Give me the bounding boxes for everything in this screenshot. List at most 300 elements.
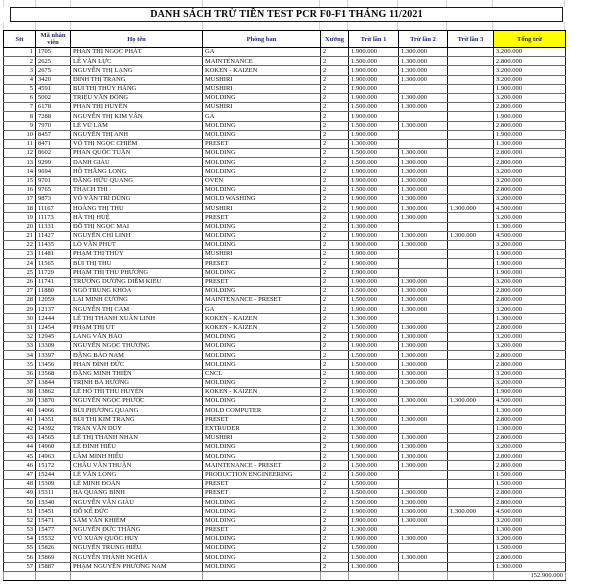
cell-total: 4.500.000 xyxy=(494,507,566,516)
cell-total: 1.500.000 xyxy=(494,470,566,479)
table-row xyxy=(4,204,566,213)
cell-department: MOLDING xyxy=(203,351,321,360)
gridline-segment xyxy=(36,0,71,7)
cell-workshop: 2 xyxy=(321,406,349,415)
cell-department: MOLDING xyxy=(203,507,321,516)
cell-employee-id: 11173 xyxy=(36,213,71,222)
cell-department: MOLDING xyxy=(203,121,321,130)
cell-name: LẠI MINH CƯỜNG xyxy=(71,296,203,305)
cell-name: LÊ MINH ĐOÀN xyxy=(71,479,203,488)
cell-deduction-3 xyxy=(448,562,494,571)
cell-employee-id: 12454 xyxy=(36,323,71,332)
cell-name: LÊ VĂN LỰC xyxy=(71,57,203,66)
cell-department: MUSHIRI xyxy=(203,250,321,259)
cell-workshop: 2 xyxy=(321,332,349,341)
table-row xyxy=(4,489,566,498)
cell-workshop: 2 xyxy=(321,75,349,84)
cell-deduction-3: 1.300.000 xyxy=(448,397,494,406)
cell-stt: 20 xyxy=(4,222,36,231)
empty-cell xyxy=(321,571,349,581)
cell-department: MOLD COMPUTER xyxy=(203,406,321,415)
cell-deduction-3 xyxy=(448,387,494,396)
cell-deduction-2: 1.300.000 xyxy=(399,93,448,102)
table-row xyxy=(4,48,566,57)
gridline-segment xyxy=(493,22,565,30)
cell-deduction-1: 1.900.000 xyxy=(349,397,399,406)
cell-stt: 39 xyxy=(4,397,36,406)
cell-deduction-1: 1.900.000 xyxy=(349,534,399,543)
cell-department: MAINTENANCE - PRESET xyxy=(203,461,321,470)
cell-department: MOLDING xyxy=(203,553,321,562)
cell-total: 3.200.000 xyxy=(494,369,566,378)
cell-name: NGUYỄN THỊ ANH xyxy=(71,130,203,139)
cell-total: 3.200.000 xyxy=(494,213,566,222)
gridline-segment xyxy=(4,22,36,30)
cell-deduction-3 xyxy=(448,213,494,222)
cell-employee-id: 11565 xyxy=(36,259,71,268)
cell-total: 1.300.000 xyxy=(494,562,566,571)
title-banner xyxy=(10,7,563,22)
cell-workshop: 2 xyxy=(321,498,349,507)
cell-department: PRESET xyxy=(203,489,321,498)
cell-stt: 17 xyxy=(4,195,36,204)
cell-deduction-2 xyxy=(399,268,448,277)
cell-department: MOLDING xyxy=(203,534,321,543)
cell-workshop: 2 xyxy=(321,185,349,194)
cell-deduction-2: 1.300.000 xyxy=(399,277,448,286)
cell-name: TRẦN VĂN DUY xyxy=(71,424,203,433)
cell-deduction-1: 1.300.000 xyxy=(349,562,399,571)
cell-workshop: 2 xyxy=(321,103,349,112)
table-row xyxy=(4,544,566,553)
empty-cell xyxy=(203,571,321,581)
cell-deduction-1: 1.900.000 xyxy=(349,387,399,396)
cell-department: CNCL xyxy=(203,369,321,378)
cell-deduction-3 xyxy=(448,314,494,323)
cell-department: KOKEN - KAIZEN xyxy=(203,323,321,332)
cell-deduction-2: 1.300.000 xyxy=(399,378,448,387)
table-row xyxy=(4,185,566,194)
cell-workshop: 2 xyxy=(321,369,349,378)
gridline-segment xyxy=(203,22,321,30)
cell-name: NGUYỄN THỊ KIM VÂN xyxy=(71,112,203,121)
cell-department: MOLDING xyxy=(203,498,321,507)
cell-total: 1.500.000 xyxy=(494,544,566,553)
cell-deduction-2: 1.300.000 xyxy=(399,452,448,461)
cell-deduction-3 xyxy=(448,378,494,387)
cell-total: 2.800.000 xyxy=(494,351,566,360)
cell-name: ĐẶNG HỮU QUANG xyxy=(71,176,203,185)
cell-department: PRESET xyxy=(203,479,321,488)
cell-stt: 42 xyxy=(4,424,36,433)
cell-name: ĐINH THỊ TRANG xyxy=(71,75,203,84)
cell-name: NGUYỄN THÀNH NGHĨA xyxy=(71,553,203,562)
mid-gridline-strip xyxy=(3,22,565,30)
table-row xyxy=(4,351,566,360)
cell-deduction-1: 1.500.000 xyxy=(349,461,399,470)
cell-deduction-1: 1.900.000 xyxy=(349,369,399,378)
cell-name: LÂM MINH HIẾU xyxy=(71,452,203,461)
cell-total: 4.500.000 xyxy=(494,397,566,406)
cell-name: HÀ QUANG BÌNH xyxy=(71,489,203,498)
cell-department: MOLDING xyxy=(203,167,321,176)
table-row xyxy=(4,498,566,507)
cell-workshop: 2 xyxy=(321,351,349,360)
cell-total: 1.900.000 xyxy=(494,268,566,277)
cell-name: TRƯƠNG DƯƠNG DIỄM KIỀU xyxy=(71,277,203,286)
cell-deduction-3 xyxy=(448,498,494,507)
cell-stt: 27 xyxy=(4,286,36,295)
cell-deduction-2 xyxy=(399,562,448,571)
cell-deduction-1: 1.500.000 xyxy=(349,323,399,332)
cell-workshop: 2 xyxy=(321,222,349,231)
cell-stt: 47 xyxy=(4,470,36,479)
cell-stt: 8 xyxy=(4,112,36,121)
cell-total: 2.800.000 xyxy=(494,121,566,130)
cell-deduction-1: 1.900.000 xyxy=(349,195,399,204)
table-row xyxy=(4,452,566,461)
cell-employee-id: 11741 xyxy=(36,277,71,286)
cell-deduction-2: 1.300.000 xyxy=(399,415,448,424)
cell-employee-id: 13309 xyxy=(36,342,71,351)
cell-deduction-2: 1.300.000 xyxy=(399,75,448,84)
gridline-segment xyxy=(398,22,447,30)
cell-deduction-2 xyxy=(399,222,448,231)
cell-deduction-2 xyxy=(399,84,448,93)
cell-workshop: 2 xyxy=(321,231,349,240)
cell-total: 4.500.000 xyxy=(494,204,566,213)
cell-deduction-3 xyxy=(448,185,494,194)
cell-workshop: 2 xyxy=(321,296,349,305)
cell-total: 2.800.000 xyxy=(494,286,566,295)
cell-department: MOLDING xyxy=(203,342,321,351)
cell-workshop: 2 xyxy=(321,415,349,424)
cell-deduction-2: 1.300.000 xyxy=(399,66,448,75)
cell-department: PRESET xyxy=(203,415,321,424)
table-row xyxy=(4,84,566,93)
cell-total: 1.300.000 xyxy=(494,406,566,415)
cell-total: 1.900.000 xyxy=(494,259,566,268)
cell-total: 3.200.000 xyxy=(494,195,566,204)
cell-deduction-1: 1.500.000 xyxy=(349,103,399,112)
cell-deduction-3 xyxy=(448,75,494,84)
cell-deduction-3 xyxy=(448,149,494,158)
empty-cell xyxy=(71,571,203,581)
cell-deduction-3 xyxy=(448,240,494,249)
cell-workshop: 2 xyxy=(321,305,349,314)
table-row xyxy=(4,57,566,66)
cell-total: 3.200.000 xyxy=(494,93,566,102)
cell-name: NGUYỄN NGỌC PHƯỚC xyxy=(71,397,203,406)
table-row xyxy=(4,130,566,139)
cell-department: MOLDING xyxy=(203,149,321,158)
cell-name: LÊ ĐÌNH HIẾU xyxy=(71,443,203,452)
cell-deduction-3 xyxy=(448,112,494,121)
cell-deduction-3 xyxy=(448,443,494,452)
gridline-segment xyxy=(320,22,348,30)
cell-deduction-2: 1.300.000 xyxy=(399,176,448,185)
cell-total: 1.900.000 xyxy=(494,130,566,139)
cell-employee-id: 15869 xyxy=(36,553,71,562)
cell-deduction-1: 1.300.000 xyxy=(349,406,399,415)
cell-total: 2.800.000 xyxy=(494,296,566,305)
table-row xyxy=(4,323,566,332)
cell-deduction-2: 1.300.000 xyxy=(399,461,448,470)
gridline-segment xyxy=(348,22,398,30)
cell-deduction-1: 1.900.000 xyxy=(349,93,399,102)
cell-name: PHAN THỊ NGỌC PHÁT xyxy=(71,48,203,57)
cell-total: 3.200.000 xyxy=(494,332,566,341)
cell-department: MOLDING xyxy=(203,268,321,277)
cell-deduction-3 xyxy=(448,360,494,369)
cell-stt: 3 xyxy=(4,66,36,75)
table-row xyxy=(4,93,566,102)
cell-deduction-1: 1.900.000 xyxy=(349,75,399,84)
table-row xyxy=(4,424,566,433)
table-row xyxy=(4,342,566,351)
cell-deduction-2: 1.300.000 xyxy=(399,167,448,176)
cell-total: 3.200.000 xyxy=(494,66,566,75)
cell-name: BÙI PHƯƠNG QUANG xyxy=(71,406,203,415)
cell-workshop: 2 xyxy=(321,489,349,498)
grand-total-row xyxy=(4,571,566,581)
cell-workshop: 2 xyxy=(321,314,349,323)
cell-total: 2.800.000 xyxy=(494,360,566,369)
cell-workshop: 2 xyxy=(321,158,349,167)
table-row xyxy=(4,378,566,387)
cell-stt: 49 xyxy=(4,489,36,498)
cell-department: MUSHIRI xyxy=(203,103,321,112)
cell-deduction-2: 1.300.000 xyxy=(399,57,448,66)
table-row xyxy=(4,176,566,185)
cell-deduction-3: 1.300.000 xyxy=(448,231,494,240)
cell-name: ĐỖ THỊ NGỌC MAI xyxy=(71,222,203,231)
cell-employee-id: 13397 xyxy=(36,351,71,360)
cell-name: PHAN THỊ HUYỀN xyxy=(71,103,203,112)
cell-deduction-1: 1.900.000 xyxy=(349,167,399,176)
cell-deduction-1: 1.900.000 xyxy=(349,259,399,268)
cell-department: MOLDING xyxy=(203,130,321,139)
cell-stt: 19 xyxy=(4,213,36,222)
cell-department: MUSHIRI xyxy=(203,84,321,93)
cell-deduction-3 xyxy=(448,525,494,534)
cell-workshop: 2 xyxy=(321,130,349,139)
cell-deduction-3 xyxy=(448,286,494,295)
cell-department: MAINTENANCE - PRESET xyxy=(203,296,321,305)
cell-workshop: 2 xyxy=(321,277,349,286)
cell-total: 2.800.000 xyxy=(494,103,566,112)
cell-deduction-3 xyxy=(448,176,494,185)
cell-deduction-3 xyxy=(448,479,494,488)
cell-deduction-2 xyxy=(399,139,448,148)
cell-deduction-2 xyxy=(399,387,448,396)
cell-employee-id: 6178 xyxy=(36,103,71,112)
cell-workshop: 2 xyxy=(321,259,349,268)
cell-employee-id: 15826 xyxy=(36,544,71,553)
cell-employee-id: 11427 xyxy=(36,231,71,240)
cell-deduction-3: 1.300.000 xyxy=(448,204,494,213)
table-row xyxy=(4,121,566,130)
cell-total: 1.500.000 xyxy=(494,479,566,488)
cell-deduction-3 xyxy=(448,93,494,102)
cell-workshop: 2 xyxy=(321,433,349,442)
cell-workshop: 2 xyxy=(321,360,349,369)
cell-deduction-3 xyxy=(448,250,494,259)
cell-workshop: 2 xyxy=(321,323,349,332)
cell-department: MOLDING xyxy=(203,222,321,231)
cell-employee-id: 9765 xyxy=(36,185,71,194)
cell-department: MOLDING xyxy=(203,286,321,295)
cell-stt: 50 xyxy=(4,498,36,507)
cell-stt: 4 xyxy=(4,75,36,84)
cell-deduction-2: 1.300.000 xyxy=(399,231,448,240)
cell-department: MOLDING xyxy=(203,231,321,240)
table-row xyxy=(4,167,566,176)
cell-deduction-2: 1.300.000 xyxy=(399,489,448,498)
cell-deduction-3 xyxy=(448,268,494,277)
cell-stt: 52 xyxy=(4,516,36,525)
cell-deduction-3 xyxy=(448,516,494,525)
cell-deduction-1: 1.900.000 xyxy=(349,130,399,139)
cell-employee-id: 15244 xyxy=(36,470,71,479)
cell-deduction-3 xyxy=(448,66,494,75)
cell-workshop: 2 xyxy=(321,443,349,452)
cell-name: LÊ VŨ LÂM xyxy=(71,121,203,130)
cell-deduction-1: 1.500.000 xyxy=(349,57,399,66)
cell-name: LÔ VĂN PHÚT xyxy=(71,240,203,249)
cell-deduction-2: 1.300.000 xyxy=(399,443,448,452)
cell-deduction-2: 1.300.000 xyxy=(399,397,448,406)
cell-department: MOLDING xyxy=(203,93,321,102)
col-header-department: Phòng ban xyxy=(203,31,321,48)
cell-employee-id: 15172 xyxy=(36,461,71,470)
cell-stt: 10 xyxy=(4,130,36,139)
cell-employee-id: 14392 xyxy=(36,424,71,433)
cell-stt: 33 xyxy=(4,342,36,351)
cell-employee-id: 5002 xyxy=(36,93,71,102)
cell-deduction-3: 1.300.000 xyxy=(448,507,494,516)
deduction-table xyxy=(3,30,566,581)
cell-workshop: 2 xyxy=(321,507,349,516)
table-row xyxy=(4,240,566,249)
cell-name: VŨ XUÂN QUỐC HUY xyxy=(71,534,203,543)
cell-deduction-2 xyxy=(399,406,448,415)
cell-deduction-1: 1.900.000 xyxy=(349,240,399,249)
table-row xyxy=(4,534,566,543)
table-row xyxy=(4,103,566,112)
cell-deduction-1: 1.500.000 xyxy=(349,544,399,553)
cell-stt: 12 xyxy=(4,149,36,158)
cell-deduction-2: 1.300.000 xyxy=(399,342,448,351)
cell-deduction-1: 1.500.000 xyxy=(349,470,399,479)
cell-name: ĐẶNG MINH THIỆN xyxy=(71,369,203,378)
cell-deduction-2 xyxy=(399,544,448,553)
cell-department: MOLDING xyxy=(203,544,321,553)
cell-deduction-1: 1.900.000 xyxy=(349,332,399,341)
cell-deduction-2: 1.300.000 xyxy=(399,286,448,295)
cell-employee-id: 14066 xyxy=(36,406,71,415)
cell-employee-id: 14351 xyxy=(36,415,71,424)
cell-deduction-1: 1.900.000 xyxy=(349,342,399,351)
cell-deduction-1: 1.500.000 xyxy=(349,553,399,562)
cell-deduction-3 xyxy=(448,121,494,130)
cell-stt: 29 xyxy=(4,305,36,314)
cell-workshop: 2 xyxy=(321,479,349,488)
cell-deduction-3 xyxy=(448,167,494,176)
cell-name: NGUYỄN VĂN GIÀU xyxy=(71,498,203,507)
cell-workshop: 2 xyxy=(321,121,349,130)
cell-deduction-2: 1.300.000 xyxy=(399,296,448,305)
cell-deduction-2: 1.300.000 xyxy=(399,351,448,360)
cell-total: 3.200.000 xyxy=(494,342,566,351)
cell-stt: 38 xyxy=(4,387,36,396)
cell-deduction-3 xyxy=(448,489,494,498)
cell-stt: 35 xyxy=(4,360,36,369)
cell-total: 4.500.000 xyxy=(494,231,566,240)
cell-employee-id: 13568 xyxy=(36,369,71,378)
cell-total: 2.800.000 xyxy=(494,498,566,507)
table-row xyxy=(4,75,566,84)
table-row xyxy=(4,415,566,424)
cell-name: HOÀNG THỊ THU xyxy=(71,204,203,213)
cell-deduction-2: 1.300.000 xyxy=(399,158,448,167)
empty-cell xyxy=(4,571,36,581)
cell-deduction-2: 1.300.000 xyxy=(399,534,448,543)
cell-deduction-2 xyxy=(399,130,448,139)
cell-deduction-3 xyxy=(448,259,494,268)
cell-workshop: 2 xyxy=(321,167,349,176)
cell-deduction-1: 1.500.000 xyxy=(349,296,399,305)
gridline-segment xyxy=(203,0,321,7)
cell-total: 2.800.000 xyxy=(494,57,566,66)
cell-employee-id: 15311 xyxy=(36,489,71,498)
cell-stt: 34 xyxy=(4,351,36,360)
cell-stt: 5 xyxy=(4,84,36,93)
table-row xyxy=(4,231,566,240)
cell-stt: 56 xyxy=(4,553,36,562)
gridline-segment xyxy=(348,0,398,7)
cell-deduction-3 xyxy=(448,369,494,378)
col-header-name: Họ tên xyxy=(71,31,203,48)
empty-cell xyxy=(36,571,71,581)
table-row xyxy=(4,158,566,167)
cell-deduction-2 xyxy=(399,314,448,323)
cell-department: MOLDING xyxy=(203,240,321,249)
cell-deduction-1: 1.500.000 xyxy=(349,158,399,167)
cell-name: THẠCH THI xyxy=(71,185,203,194)
cell-workshop: 2 xyxy=(321,48,349,57)
cell-name: PHAN QUỐC TUẤN xyxy=(71,149,203,158)
cell-deduction-2: 1.300.000 xyxy=(399,332,448,341)
cell-department: MOLDING xyxy=(203,332,321,341)
table-row xyxy=(4,360,566,369)
cell-workshop: 2 xyxy=(321,213,349,222)
cell-employee-id: 13862 xyxy=(36,387,71,396)
cell-stt: 11 xyxy=(4,139,36,148)
table-row xyxy=(4,443,566,452)
cell-deduction-1: 1.500.000 xyxy=(349,286,399,295)
cell-deduction-3 xyxy=(448,158,494,167)
cell-deduction-2: 1.300.000 xyxy=(399,195,448,204)
cell-deduction-1: 1.500.000 xyxy=(349,121,399,130)
cell-workshop: 2 xyxy=(321,250,349,259)
cell-name: VÕ THỊ NGỌC CHIÊM xyxy=(71,139,203,148)
cell-name: PHẠM THỊ THU PHƯƠNG xyxy=(71,268,203,277)
cell-deduction-3 xyxy=(448,470,494,479)
cell-deduction-1: 1.900.000 xyxy=(349,231,399,240)
gridline-segment xyxy=(71,22,203,30)
table-row xyxy=(4,516,566,525)
